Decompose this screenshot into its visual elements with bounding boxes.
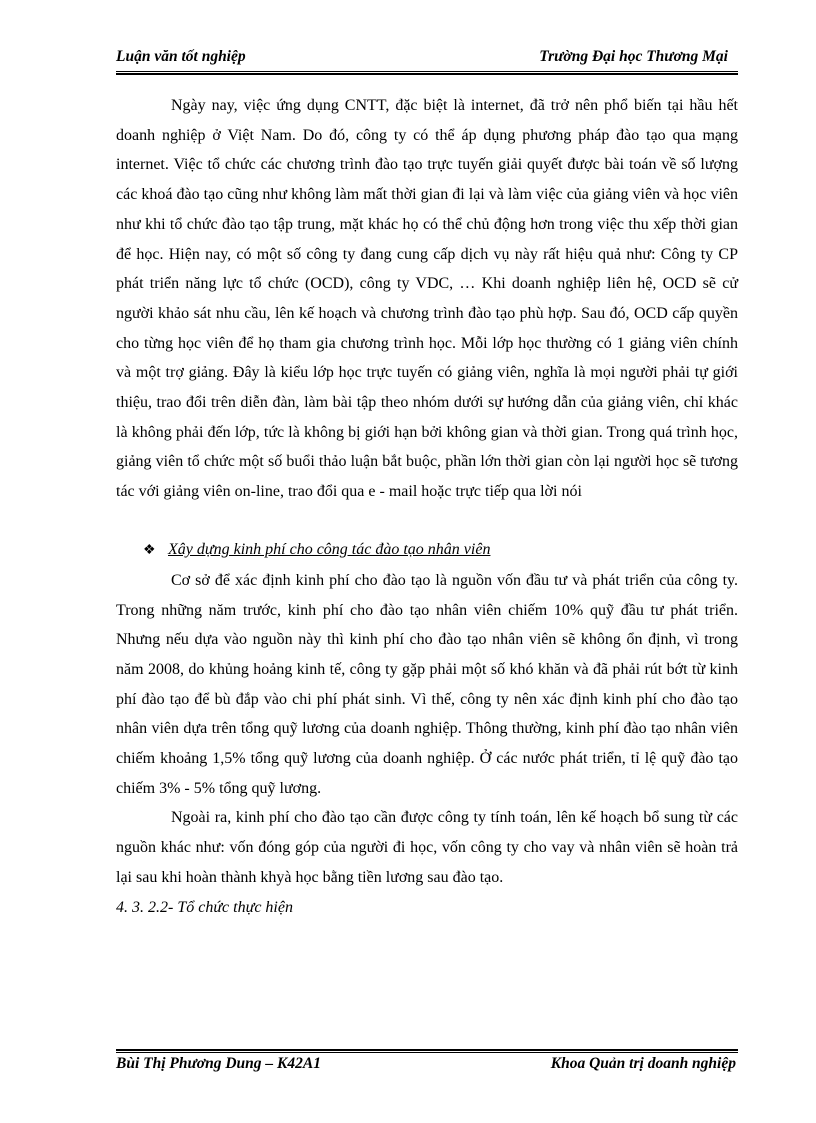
header-thesis-label: Luận văn tốt nghiệp <box>116 48 246 65</box>
section-heading: 4. 3. 2.2- Tổ chức thực hiện <box>116 898 293 916</box>
paragraph-other-sources: Ngoài ra, kinh phí cho đào tạo cần được công ty tính toán, lên kế hoạch bổ sung từ các nguồn khác như: vốn đóng góp của người đi học, vốn công ty cho vay và nhân viên sẽ hoàn trả lại sau khi hoàn thành khyà học bằng tiền lương sau đào tạo. <box>116 809 738 886</box>
footer-rule-thin <box>116 1052 738 1053</box>
footer-author: Bùi Thị Phương Dung – K42A1 <box>116 1055 321 1072</box>
header-rule-thin <box>116 71 738 72</box>
paragraph-online-training: Ngày nay, việc ứng dụng CNTT, đặc biệt là internet, đã trở nên phổ biến tại hầu hết doanh nghiệp ở Việt Nam. Do đó, công ty có thể áp dụng phương pháp đào tạo qua mạng internet. Việc tổ chức các chương trình đào tạo trực tuyến giải quyết được bài toán về số lượng các khoá đào tạo cũng như không làm mất thời gian đi lại và làm việc của giảng viên và học viên như khi tổ chức đào tạo tập trung, mặt khác họ có thể chủ động hơn trong việc thu xếp thời gian để học. Hiện nay, có một số công ty đang cung cấp dịch vụ này rất hiệu quả như: Công ty CP phát triển năng lực tổ chức (OCD), công ty VDC, … Khi doanh nghiệp liên hệ, OCD sẽ cử người khảo sát nhu cầu, lên kế hoạch và chương trình đào tạo phù hợp. Sau đó, OCD cấp quyền cho từng học viên để họ tham gia chương trình học. Mỗi lớp học thường có 1 giảng viên chính và một trợ giảng. Đây là kiểu lớp học trực tuyến có giảng viên, nghĩa là mọi người phải tự giới thiệu, trao đổi trên diễn đàn, làm bài tập theo nhóm dưới sự hướng dẫn của giảng viên, chỉ khác là không phải đến lớp, tức là không bị giới hạn bởi không gian và thời gian. Trong quá trình học, giảng viên tổ chức một số buổi thảo luận bắt buộc, phần lớn thời gian còn lại người học sẽ tương tác với giảng viên on-line, trao đổi qua e - mail hoặc trực tiếp qua lời nói <box>116 97 738 501</box>
subheading-training-budget <box>116 535 738 566</box>
footer-rule-thick <box>116 1049 738 1051</box>
header-rule-thick <box>116 73 738 75</box>
footer-faculty: Khoa Quản trị doanh nghiệp <box>550 1055 736 1072</box>
page-header <box>116 48 738 70</box>
page-body <box>116 91 738 923</box>
diamond-bullet-icon: ❖ <box>143 542 156 558</box>
paragraph-spacer <box>116 507 738 535</box>
paragraph-budget-basis: Cơ sở để xác định kinh phí cho đào tạo là nguồn vốn đầu tư và phát triển của công ty. Trong những năm trước, kinh phí cho đào tạo nhân viên chiếm 10% quỹ đầu tư phát triển. Nhưng nếu dựa vào nguồn này thì kinh phí cho đào tạo nhân viên sẽ không ổn định, vì trong năm 2008, do khủng hoảng kinh tế, công ty gặp phải một số khó khăn và đã phải rút bớt từ kinh phí đào tạo để bù đắp vào chi phí phát sinh. Vì thế, công ty nên xác định kinh phí cho đào tạo nhân viên dựa trên tổng quỹ lương của doanh nghiệp. Thông thường, kinh phí đào tạo nhân viên chiếm khoảng 1,5% tổng quỹ lương của doanh nghiệp. Ở các nước phát triển, tỉ lệ quỹ đào tạo chiếm 3% - 5% tổng quỹ lương. <box>116 571 738 797</box>
header-university-name: Trường Đại học Thương Mại <box>539 48 728 65</box>
subheading-text: Xây dựng kinh phí cho công tác đào tạo nhân viên <box>168 540 491 558</box>
page-footer <box>116 1055 738 1077</box>
